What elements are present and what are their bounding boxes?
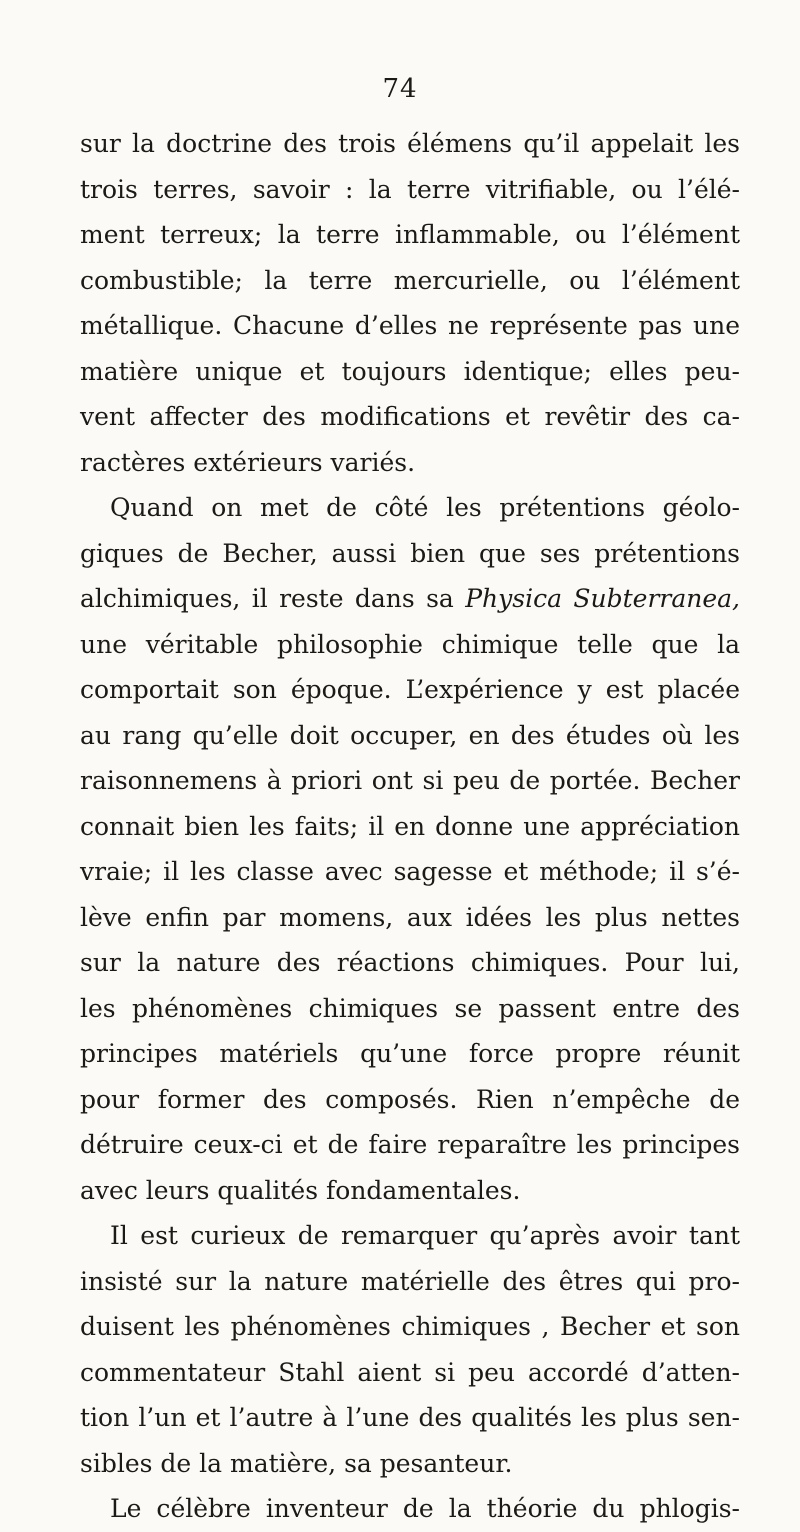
book-title: Physica Subterranea, <box>465 584 740 613</box>
text-line: ment terreux; la terre inflammable, ou l’élément <box>80 220 740 249</box>
text-line: pour former des composés. Rien n’empêche de <box>80 1084 740 1114</box>
text-line: Il est curieux de remarquer qu’après avoir tant <box>110 1221 740 1250</box>
text-line: matière unique et toujours identique; elles peu- <box>80 356 740 386</box>
text-line: ractères extérieurs variés. <box>80 447 416 477</box>
text-line: Le célèbre inventeur de la théorie du phlogis- <box>110 1494 740 1523</box>
text-line: duisent les phénomènes chimiques , Becher et son <box>80 1312 740 1341</box>
text-line: raisonnemens à priori ont si peu de portée. Becher <box>80 766 740 795</box>
text-line: sur la nature des réactions chimiques. Pour lui, <box>80 948 740 977</box>
text-line: détruire ceux-ci et de faire reparaître les principes <box>80 1130 740 1159</box>
text-line: Quand on met de côté les prétentions géolo- <box>110 493 740 522</box>
text-line-with-title <box>80 576 740 622</box>
text-line: sibles de la matière, sa pesanteur. <box>80 1448 513 1478</box>
page-number: 74 <box>382 74 418 104</box>
text-line: lève enfin par momens, aux idées les plus nettes <box>80 902 740 932</box>
text-fragment: alchimiques, il reste dans sa <box>80 584 466 613</box>
text-line: giques de Becher, aussi bien que ses prétentions <box>80 538 740 568</box>
text-line: au rang qu’elle doit occuper, en des études où les <box>80 720 740 750</box>
text-line: tion l’un et l’autre à l’une des qualités les plus sen- <box>80 1403 740 1432</box>
text-line: vraie; il les classe avec sagesse et méthode; il s’é- <box>80 857 740 886</box>
text-line: une véritable philosophie chimique telle que la <box>80 629 740 659</box>
text-line: connait bien les faits; il en donne une appréciation <box>80 811 740 841</box>
text-line: vent affecter des modifications et revêtir des ca- <box>80 402 740 431</box>
text-line: sur la doctrine des trois élémens qu’il appelait les <box>80 129 740 158</box>
text-line: les phénomènes chimiques se passent entre des <box>80 993 740 1023</box>
text-line: trois terres, savoir : la terre vitrifiable, ou l’élé- <box>80 174 740 204</box>
body-text <box>80 121 740 1532</box>
text-line: métallique. Chacune d’elles ne représente pas une <box>80 311 740 340</box>
text-line: principes matériels qu’une force propre réunit <box>80 1039 740 1068</box>
text-line: commentateur Stahl aient si peu accordé d’atten- <box>80 1357 740 1387</box>
text-line: combustible; la terre mercurielle, ou l’élément <box>80 265 740 295</box>
text-line: insisté sur la nature matérielle des êtres qui pro- <box>80 1266 740 1296</box>
text-line: avec leurs qualités fondamentales. <box>80 1175 521 1205</box>
text-line: comportait son époque. L’expérience y est placée <box>80 675 740 704</box>
